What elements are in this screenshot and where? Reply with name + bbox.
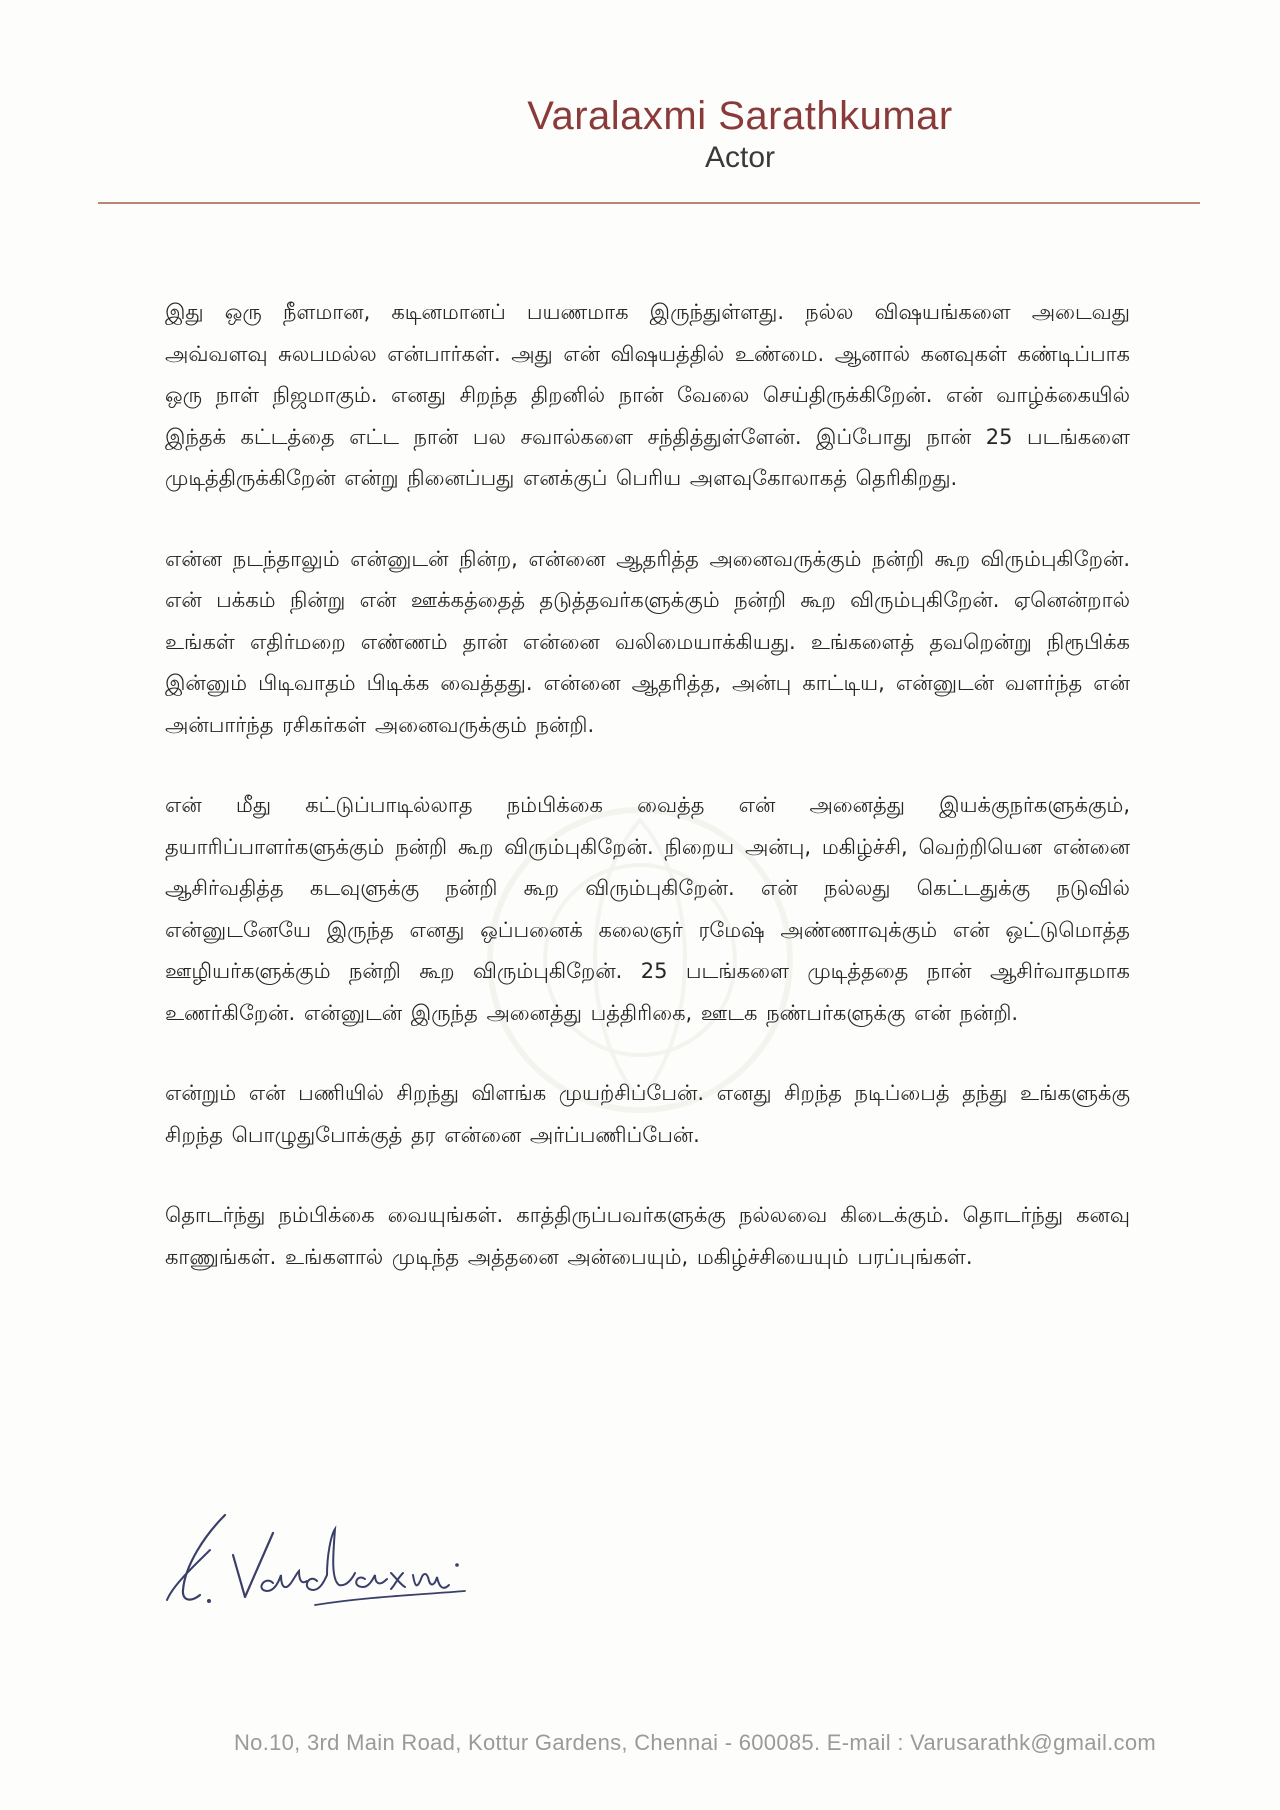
- letterhead: [0, 92, 1280, 176]
- handwritten-signature: [165, 1505, 475, 1625]
- paragraph-4: என்றும் என் பணியில் சிறந்து விளங்க முயற்சிப்பேன். எனது சிறந்த நடிப்பைத் தந்து உங்களுக்கு சிறந்த பொழுதுபோக்குத் தர என்னை அர்ப்பணிப்பேன்.: [165, 1081, 1130, 1147]
- letterhead-name: Varalaxmi Sarathkumar: [527, 94, 953, 138]
- paragraph-3: என் மீது கட்டுப்பாடில்லாத நம்பிக்கை வைத்த என் அனைத்து இயக்குநர்களுக்கும், தயாரிப்பாளர்களுக்கும் நன்றி கூற விரும்புகிறேன். நிறைய அன்பு, மகிழ்ச்சி, வெற்றியென என்னை ஆசிர்வதித்த கடவுளுக்கு நன்றி கூற விரும்புகிறேன். என் நல்லது கெட்டதுக்கு நடுவில் என்னுடனேயே இருந்த எனது ஒப்பனைக் கலைஞர் ரமேஷ் அண்ணாவுக்கும் என் ஒட்டுமொத்த ஊழியர்களுக்கும் நன்றி கூற விரும்புகிறேன். 25 படங்களை முடித்ததை நான் ஆசிர்வாதமாக உணர்கிறேன். என்னுடன் இருந்த அனைத்து பத்திரிகை, ஊடக நண்பர்களுக்கு என் நன்றி.: [165, 793, 1130, 1025]
- paragraph-5: தொடர்ந்து நம்பிக்கை வையுங்கள். காத்திருப்பவர்களுக்கு நல்லவை கிடைக்கும். தொடர்ந்து கனவு காணுங்கள். உங்களால் முடிந்த அத்தனை அன்பையும், மகிழ்ச்சியையும் பரப்புங்கள்.: [165, 1203, 1130, 1269]
- letterhead-title: Actor: [704, 141, 776, 174]
- footer-address: No.10, 3rd Main Road, Kottur Gardens, Chennai - 600085. E-mail : Varusarathk@gmail.com: [233, 1730, 1157, 1755]
- paragraph-2: என்ன நடந்தாலும் என்னுடன் நின்ற, என்னை ஆதரித்த அனைவருக்கும் நன்றி கூற விரும்புகிறேன். என் பக்கம் நின்று என் ஊக்கத்தைத் தடுத்தவர்களுக்கும் நன்றி கூற விரும்புகிறேன். ஏனென்றால் உங்கள் எதிர்மறை எண்ணம் தான் என்னை வலிமையாக்கியது. உங்களைத் தவறென்று நிரூபிக்க இன்னும் பிடிவாதம் பிடிக்க வைத்தது. என்னை ஆதரித்த, அன்பு காட்டிய, என்னுடன் வளர்ந்த என் அன்பார்ந்த ரசிகர்கள் அனைவருக்கும் நன்றி.: [165, 546, 1130, 737]
- letter-body: [165, 292, 1130, 1317]
- header-divider: [98, 202, 1200, 204]
- paragraph-1: இது ஒரு நீளமான, கடினமானப் பயணமாக இருந்துள்ளது. நல்ல விஷயங்களை அடைவது அவ்வளவு சுலபமல்ல என்பார்கள். அது என் விஷயத்தில் உண்மை. ஆனால் கனவுகள் கண்டிப்பாக ஒரு நாள் நிஜமாகும். எனது சிறந்த திறனில் நான் வேலை செய்திருக்கிறேன். என் வாழ்க்கையில் இந்தக் கட்டத்தை எட்ட நான் பல சவால்களை சந்தித்துள்ளேன். இப்போது நான் 25 படங்களை முடித்திருக்கிறேன் என்று நினைப்பது எனக்குப் பெரிய அளவுகோலாகத் தெரிகிறது.: [165, 300, 1130, 490]
